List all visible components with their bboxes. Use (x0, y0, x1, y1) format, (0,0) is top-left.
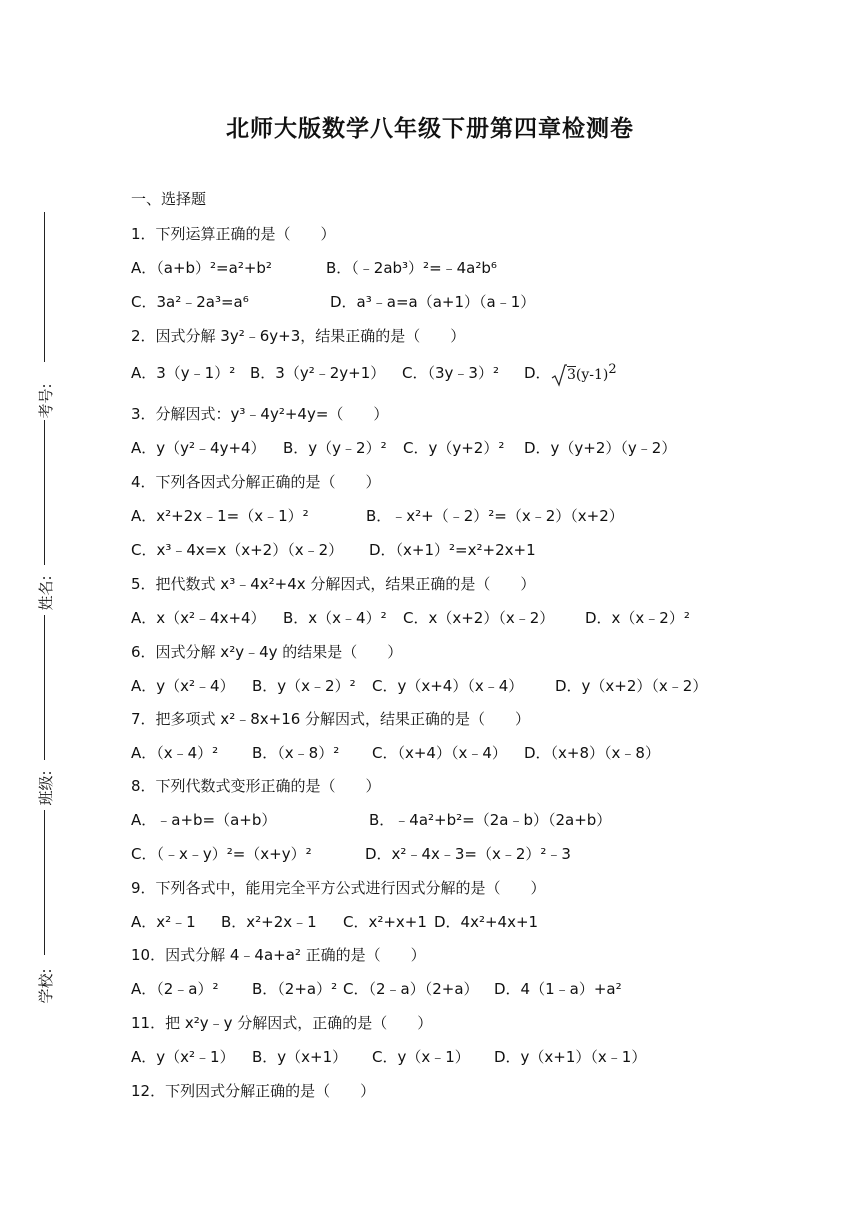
q9-option-b: B．x²+2x﹣1 (221, 913, 317, 931)
q5-option-c: C．x（x+2）（x﹣2） (403, 609, 555, 627)
section-heading: 一、选择题 (131, 190, 207, 208)
q7-option-a: A．（x﹣4）² (131, 744, 219, 762)
page-title: 北师大版数学八年级下册第四章检测卷 (226, 116, 634, 142)
question-1: 1．下列运算正确的是（ ） (131, 225, 336, 243)
q4-option-c: C．x³﹣4x=x（x+2）（x﹣2） (131, 541, 344, 559)
q1-option-d: D．a³﹣a=a（a+1）（a﹣1） (330, 293, 536, 311)
q10-option-d: D．4（1﹣a）+a² (494, 980, 622, 998)
q5-option-a: A．x（x²﹣4x+4） (131, 609, 266, 627)
question-2: 2．因式分解 3y²﹣6y+3，结果正确的是（ ） (131, 327, 466, 345)
q10-option-b: B．（2+a）² (252, 980, 338, 998)
q2-option-b: B．3（y²﹣2y+1） (250, 364, 386, 382)
sqrt-sign-icon (551, 363, 567, 387)
q6-option-d: D．y（x+2）（x﹣2） (555, 677, 708, 695)
question-9: 9．下列各式中，能用完全平方公式进行因式分解的是（ ） (131, 879, 546, 897)
q8-option-d: D．x²﹣4x﹣3=（x﹣2）²﹣3 (365, 845, 571, 863)
exam-number-label: 考号: (37, 383, 55, 419)
q4-option-d: D．（x+1）²=x²+2x+1 (369, 541, 536, 559)
q6-option-c: C．y（x+4）（x﹣4） (372, 677, 524, 695)
q8-option-c: C．（﹣x﹣y）²=（x+y）² (131, 845, 312, 863)
question-8: 8．下列代数式变形正确的是（ ） (131, 777, 381, 795)
q2-option-d-expression (551, 360, 617, 387)
q2-option-d-label: D． (524, 364, 551, 382)
q8-option-a: A．﹣a+b=（a+b） (131, 811, 277, 829)
q11-option-c: C．y（x﹣1） (372, 1048, 470, 1066)
q10-option-a: A．（2﹣a）² (131, 980, 219, 998)
q3-option-b: B．y（y﹣2）² (283, 439, 387, 457)
q10-option-c: C．（2﹣a）（2+a） (343, 980, 479, 998)
sqrt-radicand: 3 (567, 367, 576, 383)
q3-option-d: D．y（y+2）（y﹣2） (524, 439, 677, 457)
binding-line (44, 420, 45, 565)
q11-option-a: A．y（x²﹣1） (131, 1048, 235, 1066)
name-label: 姓名: (37, 575, 55, 611)
q1-option-a: A．（a+b）²=a²+b² (131, 259, 272, 277)
q9-option-c: C．x²+x+1 (343, 913, 427, 931)
q8-option-b: B．﹣4a²+b²=（2a﹣b）（2a+b） (369, 811, 612, 829)
q11-option-b: B．y（x+1） (252, 1048, 348, 1066)
question-12: 12．下列因式分解正确的是（ ） (131, 1082, 376, 1100)
q7-option-b: B．（x﹣8）² (252, 744, 340, 762)
question-4: 4．下列各因式分解正确的是（ ） (131, 473, 381, 491)
q4-option-b: B．﹣x²+（﹣2）²=（x﹣2）（x+2） (366, 507, 624, 525)
question-5: 5．把代数式 x³﹣4x²+4x 分解因式，结果正确的是（ ） (131, 575, 536, 593)
question-7: 7．把多项式 x²﹣8x+16 分解因式，结果正确的是（ ） (131, 710, 531, 728)
question-3: 3．分解因式：y³﹣4y²+4y=（ ） (131, 405, 389, 423)
q1-option-c: C．3a²﹣2a³=a⁶ (131, 293, 249, 311)
sqrt-factor: (y-1) (575, 367, 609, 383)
q7-option-c: C．（x+4）（x﹣4） (372, 744, 507, 762)
q1-option-b: B．（﹣2ab³）²=﹣4a²b⁶ (326, 259, 497, 277)
question-11: 11．把 x²y﹣y 分解因式，正确的是（ ） (131, 1014, 433, 1032)
q2-option-a: A．3（y﹣1）² (131, 364, 236, 382)
binding-line (44, 212, 45, 362)
q6-option-a: A．y（x²﹣4） (131, 677, 235, 695)
q5-option-b: B．x（x﹣4）² (283, 609, 387, 627)
question-10: 10．因式分解 4﹣4a+a² 正确的是（ ） (131, 946, 426, 964)
question-6: 6．因式分解 x²y﹣4y 的结果是（ ） (131, 643, 403, 661)
school-label: 学校: (37, 968, 55, 1004)
q2-option-c: C．（3y﹣3）² (402, 364, 499, 382)
q7-option-d: D．（x+8）（x﹣8） (524, 744, 660, 762)
q3-option-c: C．y（y+2）² (403, 439, 505, 457)
q11-option-d: D．y（x+1）（x﹣1） (494, 1048, 647, 1066)
class-label: 班级: (37, 770, 55, 806)
q4-option-a: A．x²+2x﹣1=（x﹣1）² (131, 507, 309, 525)
sqrt-exponent: 2 (608, 362, 617, 377)
q6-option-b: B．y（x﹣2）² (252, 677, 356, 695)
q9-option-d: D．4x²+4x+1 (434, 913, 539, 931)
q9-option-a: A．x²﹣1 (131, 913, 196, 931)
q3-option-a: A．y（y²﹣4y+4） (131, 439, 266, 457)
q2-option-d (524, 363, 551, 383)
binding-line (44, 810, 45, 955)
binding-line (44, 615, 45, 760)
q5-option-d: D．x（x﹣2）² (585, 609, 690, 627)
